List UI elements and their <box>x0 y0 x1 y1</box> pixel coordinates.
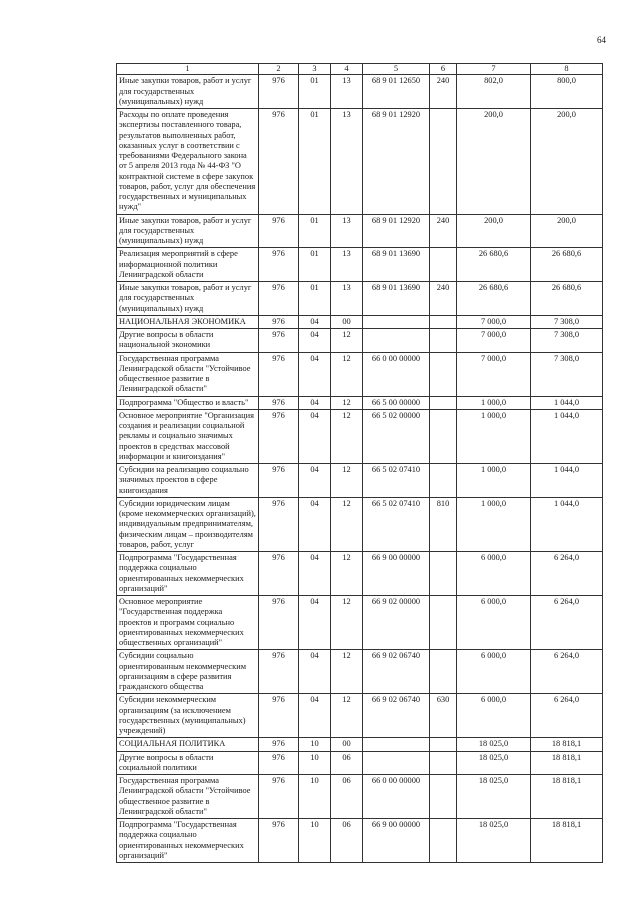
cell-ministry: 976 <box>259 819 299 863</box>
cell-section: 01 <box>299 75 331 109</box>
cell-name: Иные закупки товаров, работ и услуг для государственных (муниципальных) нужд <box>117 75 259 109</box>
cell-subsection: 00 <box>331 315 363 328</box>
cell-amount-year2: 6 264,0 <box>531 552 603 596</box>
cell-amount-year1: 1 000,0 <box>457 409 531 463</box>
cell-amount-year1: 18 025,0 <box>457 819 531 863</box>
cell-amount-year2: 200,0 <box>531 214 603 248</box>
cell-section: 04 <box>299 497 331 551</box>
cell-expense-type <box>430 552 457 596</box>
cell-name: Другие вопросы в области социальной политики <box>117 751 259 775</box>
table-row <box>117 650 603 694</box>
cell-amount-year2: 6 264,0 <box>531 694 603 738</box>
cell-name: Подпрограмма "Государственная поддержка социально ориентированных некоммерческих организаций" <box>117 819 259 863</box>
cell-amount-year2: 1 044,0 <box>531 497 603 551</box>
cell-subsection: 06 <box>331 751 363 775</box>
cell-amount-year1: 1 000,0 <box>457 464 531 498</box>
cell-target-article: 66 5 02 00000 <box>363 409 430 463</box>
cell-section: 01 <box>299 109 331 215</box>
cell-amount-year1: 1 000,0 <box>457 497 531 551</box>
table-row <box>117 282 603 316</box>
cell-amount-year2: 800,0 <box>531 75 603 109</box>
column-header: 1 <box>117 64 259 75</box>
cell-target-article <box>363 751 430 775</box>
cell-ministry: 976 <box>259 329 299 353</box>
cell-expense-type <box>430 775 457 819</box>
cell-amount-year1: 18 025,0 <box>457 738 531 751</box>
cell-name: Иные закупки товаров, работ и услуг для государственных (муниципальных) нужд <box>117 282 259 316</box>
cell-section: 01 <box>299 282 331 316</box>
cell-target-article: 66 0 00 00000 <box>363 352 430 396</box>
cell-target-article: 66 5 02 07410 <box>363 464 430 498</box>
cell-amount-year2: 1 044,0 <box>531 464 603 498</box>
cell-target-article: 66 9 02 06740 <box>363 694 430 738</box>
cell-expense-type <box>430 819 457 863</box>
cell-ministry: 976 <box>259 75 299 109</box>
cell-ministry: 976 <box>259 497 299 551</box>
cell-expense-type: 240 <box>430 282 457 316</box>
cell-amount-year1: 26 680,6 <box>457 282 531 316</box>
table-row <box>117 694 603 738</box>
cell-ministry: 976 <box>259 214 299 248</box>
cell-amount-year1: 6 000,0 <box>457 552 531 596</box>
cell-amount-year2: 1 044,0 <box>531 409 603 463</box>
cell-amount-year1: 200,0 <box>457 109 531 215</box>
table-row <box>117 329 603 353</box>
cell-subsection: 06 <box>331 819 363 863</box>
page-number: 64 <box>597 35 606 45</box>
cell-target-article: 68 9 01 13690 <box>363 282 430 316</box>
cell-subsection: 00 <box>331 738 363 751</box>
cell-name: НАЦИОНАЛЬНАЯ ЭКОНОМИКА <box>117 315 259 328</box>
cell-name: СОЦИАЛЬНАЯ ПОЛИТИКА <box>117 738 259 751</box>
cell-expense-type: 240 <box>430 75 457 109</box>
cell-subsection: 12 <box>331 552 363 596</box>
cell-expense-type <box>430 352 457 396</box>
table-row <box>117 497 603 551</box>
cell-section: 10 <box>299 819 331 863</box>
cell-section: 04 <box>299 329 331 353</box>
cell-section: 01 <box>299 214 331 248</box>
cell-target-article: 66 9 00 00000 <box>363 552 430 596</box>
table-row <box>117 819 603 863</box>
cell-ministry: 976 <box>259 650 299 694</box>
cell-target-article: 66 9 02 06740 <box>363 650 430 694</box>
cell-amount-year1: 7 000,0 <box>457 329 531 353</box>
cell-section: 10 <box>299 775 331 819</box>
table-row <box>117 75 603 109</box>
cell-amount-year1: 6 000,0 <box>457 694 531 738</box>
table-row <box>117 775 603 819</box>
cell-name: Субсидии на реализацию социально значимых проектов в сфере книгоиздания <box>117 464 259 498</box>
cell-ministry: 976 <box>259 552 299 596</box>
cell-name: Государственная программа Ленинградской области "Устойчивое общественное развитие в Ленинградской области" <box>117 775 259 819</box>
cell-amount-year2: 18 818,1 <box>531 738 603 751</box>
cell-name: Подпрограмма "Общество и власть" <box>117 396 259 409</box>
cell-amount-year1: 1 000,0 <box>457 396 531 409</box>
cell-ministry: 976 <box>259 751 299 775</box>
cell-name: Субсидии юридическим лицам (кроме некоммерческих организаций), индивидуальным предпринимателям, физическим лицам – производителям товаров, работ, услуг <box>117 497 259 551</box>
cell-expense-type <box>430 751 457 775</box>
table-row <box>117 214 603 248</box>
cell-amount-year2: 7 308,0 <box>531 352 603 396</box>
cell-name: Расходы по оплате проведения экспертизы поставленного товара, результатов выполненных работ, оказанных услуг в соответствии с требованиями Федерального закона от 5 апреля 2013 года № 44-ФЗ "О контрактной системе в сфере закупок товаров, работ, услуг для обеспечения государственных и муниципальных нужд" <box>117 109 259 215</box>
cell-expense-type <box>430 329 457 353</box>
cell-subsection: 13 <box>331 282 363 316</box>
cell-name: Реализация мероприятий в сфере информационной политики Ленинградской области <box>117 248 259 282</box>
cell-name: Основное мероприятие "Организация создания и реализации социальной рекламы и социально значимых проектов в средствах массовой информации и книгоиздания" <box>117 409 259 463</box>
cell-expense-type <box>430 738 457 751</box>
cell-subsection: 12 <box>331 464 363 498</box>
cell-amount-year2: 6 264,0 <box>531 596 603 650</box>
cell-target-article: 68 9 01 12920 <box>363 214 430 248</box>
cell-subsection: 12 <box>331 650 363 694</box>
column-header: 6 <box>430 64 457 75</box>
cell-subsection: 12 <box>331 409 363 463</box>
cell-amount-year2: 7 308,0 <box>531 315 603 328</box>
cell-section: 01 <box>299 248 331 282</box>
cell-section: 04 <box>299 352 331 396</box>
cell-expense-type <box>430 596 457 650</box>
cell-target-article <box>363 315 430 328</box>
cell-amount-year2: 1 044,0 <box>531 396 603 409</box>
table-row <box>117 738 603 751</box>
table-row <box>117 109 603 215</box>
cell-amount-year1: 7 000,0 <box>457 315 531 328</box>
column-header: 7 <box>457 64 531 75</box>
cell-subsection: 12 <box>331 329 363 353</box>
cell-name: Субсидии социально ориентированным некоммерческим организациям в сфере развития гражданского общества <box>117 650 259 694</box>
cell-subsection: 12 <box>331 352 363 396</box>
cell-amount-year2: 200,0 <box>531 109 603 215</box>
cell-expense-type <box>430 248 457 282</box>
cell-amount-year1: 6 000,0 <box>457 650 531 694</box>
cell-amount-year1: 802,0 <box>457 75 531 109</box>
cell-name: Другие вопросы в области национальной экономики <box>117 329 259 353</box>
cell-target-article: 66 5 00 00000 <box>363 396 430 409</box>
cell-name: Основное мероприятие "Государственная поддержка проектов и программ социально ориентированных некоммерческих общественных организаций" <box>117 596 259 650</box>
cell-ministry: 976 <box>259 738 299 751</box>
cell-target-article: 66 9 02 00000 <box>363 596 430 650</box>
cell-ministry: 976 <box>259 109 299 215</box>
table-row <box>117 315 603 328</box>
cell-amount-year1: 18 025,0 <box>457 775 531 819</box>
cell-target-article: 68 9 01 12650 <box>363 75 430 109</box>
cell-ministry: 976 <box>259 282 299 316</box>
cell-section: 04 <box>299 694 331 738</box>
table-row <box>117 596 603 650</box>
table-row <box>117 751 603 775</box>
cell-target-article: 66 9 00 00000 <box>363 819 430 863</box>
table-row <box>117 396 603 409</box>
cell-amount-year1: 200,0 <box>457 214 531 248</box>
cell-section: 04 <box>299 552 331 596</box>
cell-expense-type: 240 <box>430 214 457 248</box>
cell-section: 10 <box>299 738 331 751</box>
cell-subsection: 13 <box>331 214 363 248</box>
cell-ministry: 976 <box>259 352 299 396</box>
cell-amount-year2: 7 308,0 <box>531 329 603 353</box>
cell-amount-year2: 18 818,1 <box>531 775 603 819</box>
cell-expense-type <box>430 409 457 463</box>
cell-amount-year1: 26 680,6 <box>457 248 531 282</box>
cell-amount-year1: 18 025,0 <box>457 751 531 775</box>
cell-expense-type <box>430 650 457 694</box>
cell-amount-year2: 26 680,6 <box>531 248 603 282</box>
cell-amount-year2: 18 818,1 <box>531 751 603 775</box>
cell-subsection: 12 <box>331 596 363 650</box>
cell-target-article: 68 9 01 13690 <box>363 248 430 282</box>
cell-expense-type: 810 <box>430 497 457 551</box>
cell-section: 04 <box>299 409 331 463</box>
cell-ministry: 976 <box>259 248 299 282</box>
cell-target-article: 66 5 02 07410 <box>363 497 430 551</box>
cell-amount-year2: 6 264,0 <box>531 650 603 694</box>
cell-subsection: 06 <box>331 775 363 819</box>
cell-name: Государственная программа Ленинградской области "Устойчивое общественное развитие в Ленинградской области" <box>117 352 259 396</box>
cell-subsection: 13 <box>331 109 363 215</box>
table-row <box>117 248 603 282</box>
table-row <box>117 464 603 498</box>
cell-target-article: 68 9 01 12920 <box>363 109 430 215</box>
cell-subsection: 12 <box>331 694 363 738</box>
table-row <box>117 409 603 463</box>
cell-ministry: 976 <box>259 596 299 650</box>
column-header: 8 <box>531 64 603 75</box>
cell-target-article: 66 0 00 00000 <box>363 775 430 819</box>
cell-ministry: 976 <box>259 775 299 819</box>
cell-expense-type <box>430 109 457 215</box>
column-header: 5 <box>363 64 430 75</box>
column-header: 2 <box>259 64 299 75</box>
table-header-row <box>117 64 603 75</box>
column-header: 3 <box>299 64 331 75</box>
cell-expense-type <box>430 396 457 409</box>
cell-amount-year1: 7 000,0 <box>457 352 531 396</box>
cell-name: Подпрограмма "Государственная поддержка социально ориентированных некоммерческих организаций" <box>117 552 259 596</box>
cell-section: 04 <box>299 315 331 328</box>
cell-amount-year1: 6 000,0 <box>457 596 531 650</box>
cell-target-article <box>363 329 430 353</box>
cell-expense-type <box>430 315 457 328</box>
cell-subsection: 13 <box>331 75 363 109</box>
cell-ministry: 976 <box>259 396 299 409</box>
cell-target-article <box>363 738 430 751</box>
table-row <box>117 552 603 596</box>
cell-ministry: 976 <box>259 409 299 463</box>
cell-section: 04 <box>299 596 331 650</box>
cell-amount-year2: 26 680,6 <box>531 282 603 316</box>
cell-subsection: 13 <box>331 248 363 282</box>
cell-section: 10 <box>299 751 331 775</box>
cell-section: 04 <box>299 464 331 498</box>
cell-subsection: 12 <box>331 396 363 409</box>
cell-section: 04 <box>299 396 331 409</box>
cell-expense-type: 630 <box>430 694 457 738</box>
cell-name: Иные закупки товаров, работ и услуг для государственных (муниципальных) нужд <box>117 214 259 248</box>
cell-amount-year2: 18 818,1 <box>531 819 603 863</box>
cell-expense-type <box>430 464 457 498</box>
cell-subsection: 12 <box>331 497 363 551</box>
cell-section: 04 <box>299 650 331 694</box>
table-row <box>117 352 603 396</box>
cell-ministry: 976 <box>259 464 299 498</box>
cell-ministry: 976 <box>259 694 299 738</box>
table-body <box>117 64 603 863</box>
column-header: 4 <box>331 64 363 75</box>
cell-ministry: 976 <box>259 315 299 328</box>
cell-name: Субсидии некоммерческим организациям (за исключением государственных (муниципальных) учреждений) <box>117 694 259 738</box>
budget-table <box>116 63 603 863</box>
